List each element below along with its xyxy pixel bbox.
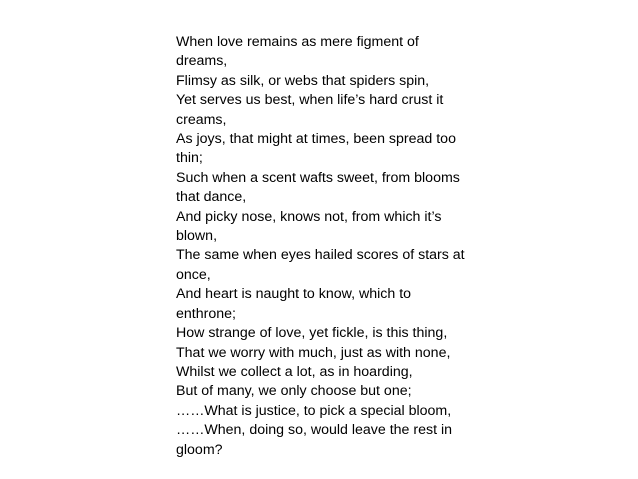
poem-line: That we worry with much, just as with none,: [176, 344, 451, 361]
poem-line: And picky nose, knows not, from which it’s: [176, 208, 442, 225]
poem-line: The same when eyes hailed scores of stars at: [176, 247, 465, 264]
poem-line: dreams,: [176, 53, 228, 70]
poem-text-block: [176, 33, 476, 460]
poem-line: that dance,: [176, 189, 247, 206]
poem-line: But of many, we only choose but one;: [176, 383, 412, 400]
poem-line: ……When, doing so, would leave the rest in: [176, 422, 453, 439]
poem-line: And heart is naught to know, which to: [176, 286, 412, 303]
poem-line: ……What is justice, to pick a special bloom,: [176, 402, 452, 419]
poem-line: When love remains as mere figment of: [176, 34, 419, 50]
poem-line: Flimsy as silk, or webs that spiders spin,: [176, 72, 430, 89]
poem-line: Yet serves us best, when life’s hard crust it: [176, 92, 444, 109]
poem-line: Whilst we collect a lot, as in hoarding,: [176, 363, 413, 380]
poem-line: enthrone;: [176, 305, 236, 322]
poem-line: blown,: [176, 228, 218, 245]
poem-line: creams,: [176, 111, 227, 128]
poem-line: thin;: [176, 150, 203, 167]
poem-line: Such when a scent wafts sweet, from blooms: [176, 169, 460, 186]
poem-line: gloom?: [176, 441, 223, 458]
poem-line: As joys, that might at times, been spread too: [176, 131, 456, 148]
poem-line: once,: [176, 266, 211, 283]
poem-line: How strange of love, yet fickle, is this thing,: [176, 325, 448, 342]
